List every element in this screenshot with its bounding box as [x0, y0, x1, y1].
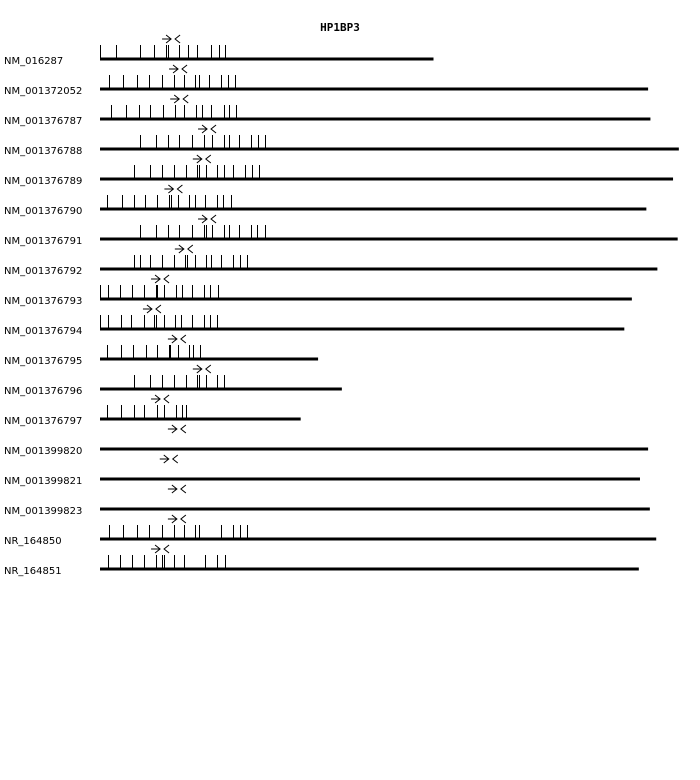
transcript-label: NM_016287: [4, 56, 64, 67]
transcript-label: NM_001399823: [4, 506, 83, 517]
transcript-label: NM_001376789: [4, 176, 83, 187]
transcript-label: NM_001372052: [4, 86, 83, 97]
transcript-label: NM_001376797: [4, 416, 83, 427]
gene-title: HP1BP3: [320, 21, 360, 34]
transcript-label: NM_001399820: [4, 446, 83, 457]
transcript-label: NM_001399821: [4, 476, 83, 487]
transcript-label: NM_001376793: [4, 296, 83, 307]
transcript-label: NM_001376790: [4, 206, 83, 217]
transcript-label: NR_164851: [4, 566, 62, 577]
transcript-label: NM_001376792: [4, 266, 83, 277]
transcript-label: NM_001376796: [4, 386, 83, 397]
transcript-label: NM_001376794: [4, 326, 83, 337]
transcript-label: NM_001376791: [4, 236, 83, 247]
transcript-label: NM_001376787: [4, 116, 83, 127]
transcript-label: NM_001376795: [4, 356, 83, 367]
transcript-label: NM_001376788: [4, 146, 83, 157]
transcript-label: NR_164850: [4, 536, 62, 547]
